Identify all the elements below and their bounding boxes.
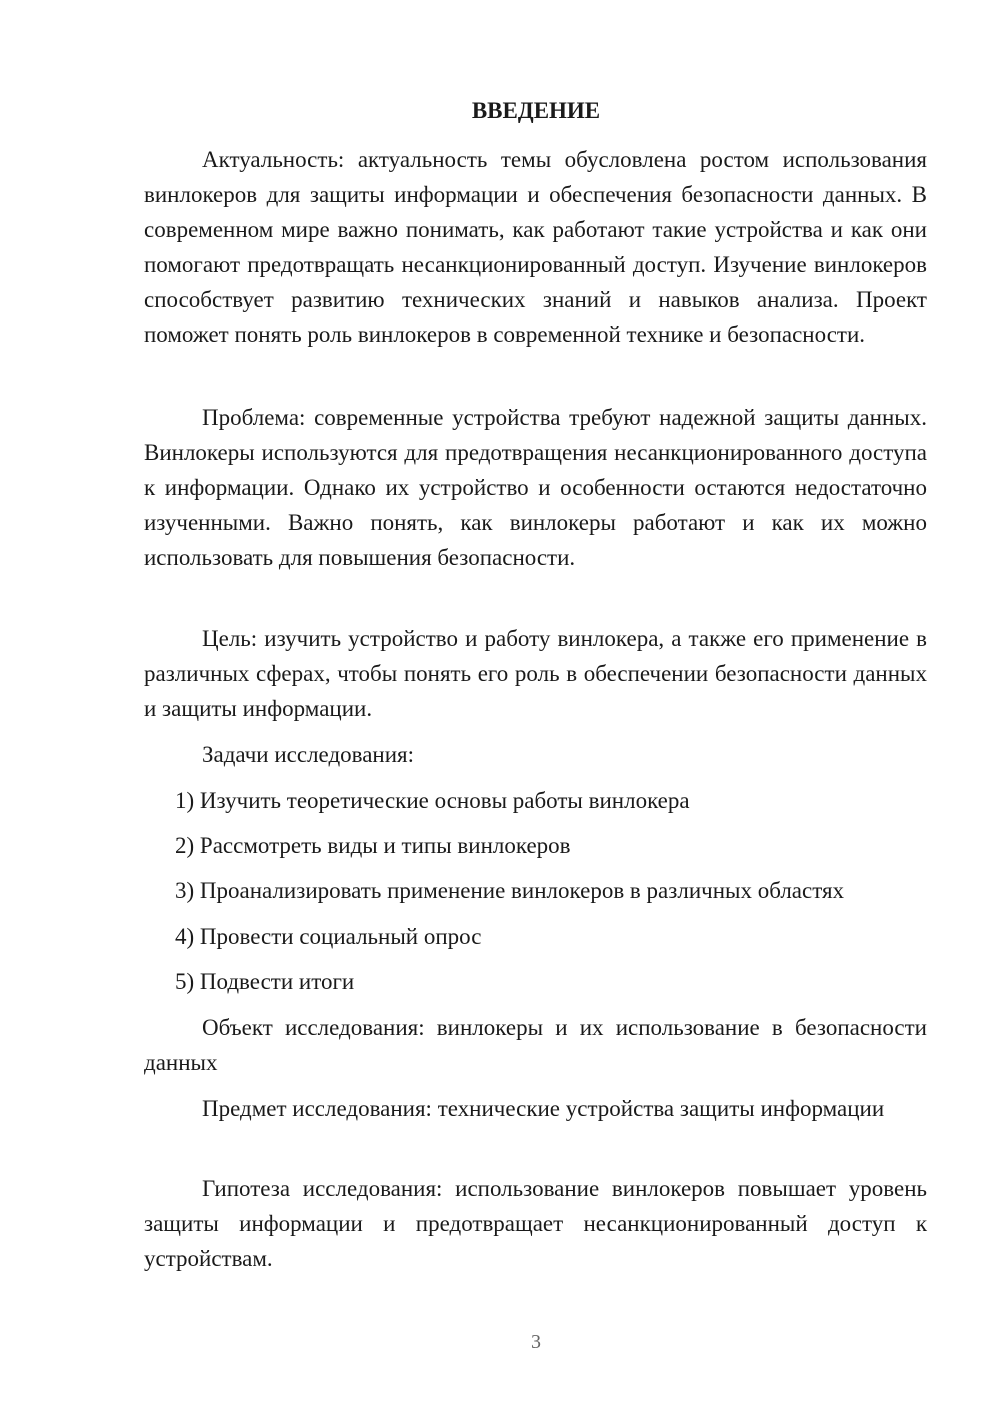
paragraph-goal: Цель: изучить устройство и работу винлокера, а также его применение в различных сферах, чтобы понять его роль в обеспечении безопасности данных и защиты информации. — [144, 626, 927, 721]
paragraph-problem: Проблема: современные устройства требуют надежной защиты данных. Винлокеры используются для предотвращения несанкционированного доступа к информации. Однако их устройство и особенности остаются недостаточно изученными. Важно понять, как винлокеры работают и как их можно использовать для повышения безопасности. — [144, 405, 927, 570]
list-item: 5) Подвести итоги — [175, 969, 355, 994]
list-item: 3) Проанализировать применение винлокеров в различных областях — [175, 878, 845, 903]
list-item: 4) Провести социальный опрос — [175, 924, 482, 949]
paragraph-subject: Предмет исследования: технические устройства защиты информации — [202, 1096, 885, 1121]
list-item: 2) Рассмотреть виды и типы винлокеров — [175, 833, 571, 858]
paragraph-relevance: Актуальность: актуальность темы обусловлена ростом использования винлокеров для защиты информации и обеспечения безопасности данных. В современном мире важно понимать, как работают такие устройства и как они помогают предотвращать несанкционированный доступ. Изучение винлокеров способствует развитию технических знаний и навыков анализа. Проект поможет понять роль винлокеров в современной технике и безопасности. — [144, 147, 927, 347]
tasks-heading: Задачи исследования: — [202, 742, 415, 767]
page-title: ВВЕДЕНИЕ — [471, 98, 601, 123]
paragraph-object: Объект исследования: винлокеры и их использование в безопасности данных — [144, 1015, 927, 1075]
paragraph-hypothesis: Гипотеза исследования: использование винлокеров повышает уровень защиты информации и предотвращает несанкционированный доступ к устройствам. — [144, 1176, 927, 1271]
page-number: 3 — [531, 1331, 541, 1353]
list-item: 1) Изучить теоретические основы работы винлокера — [175, 788, 690, 813]
